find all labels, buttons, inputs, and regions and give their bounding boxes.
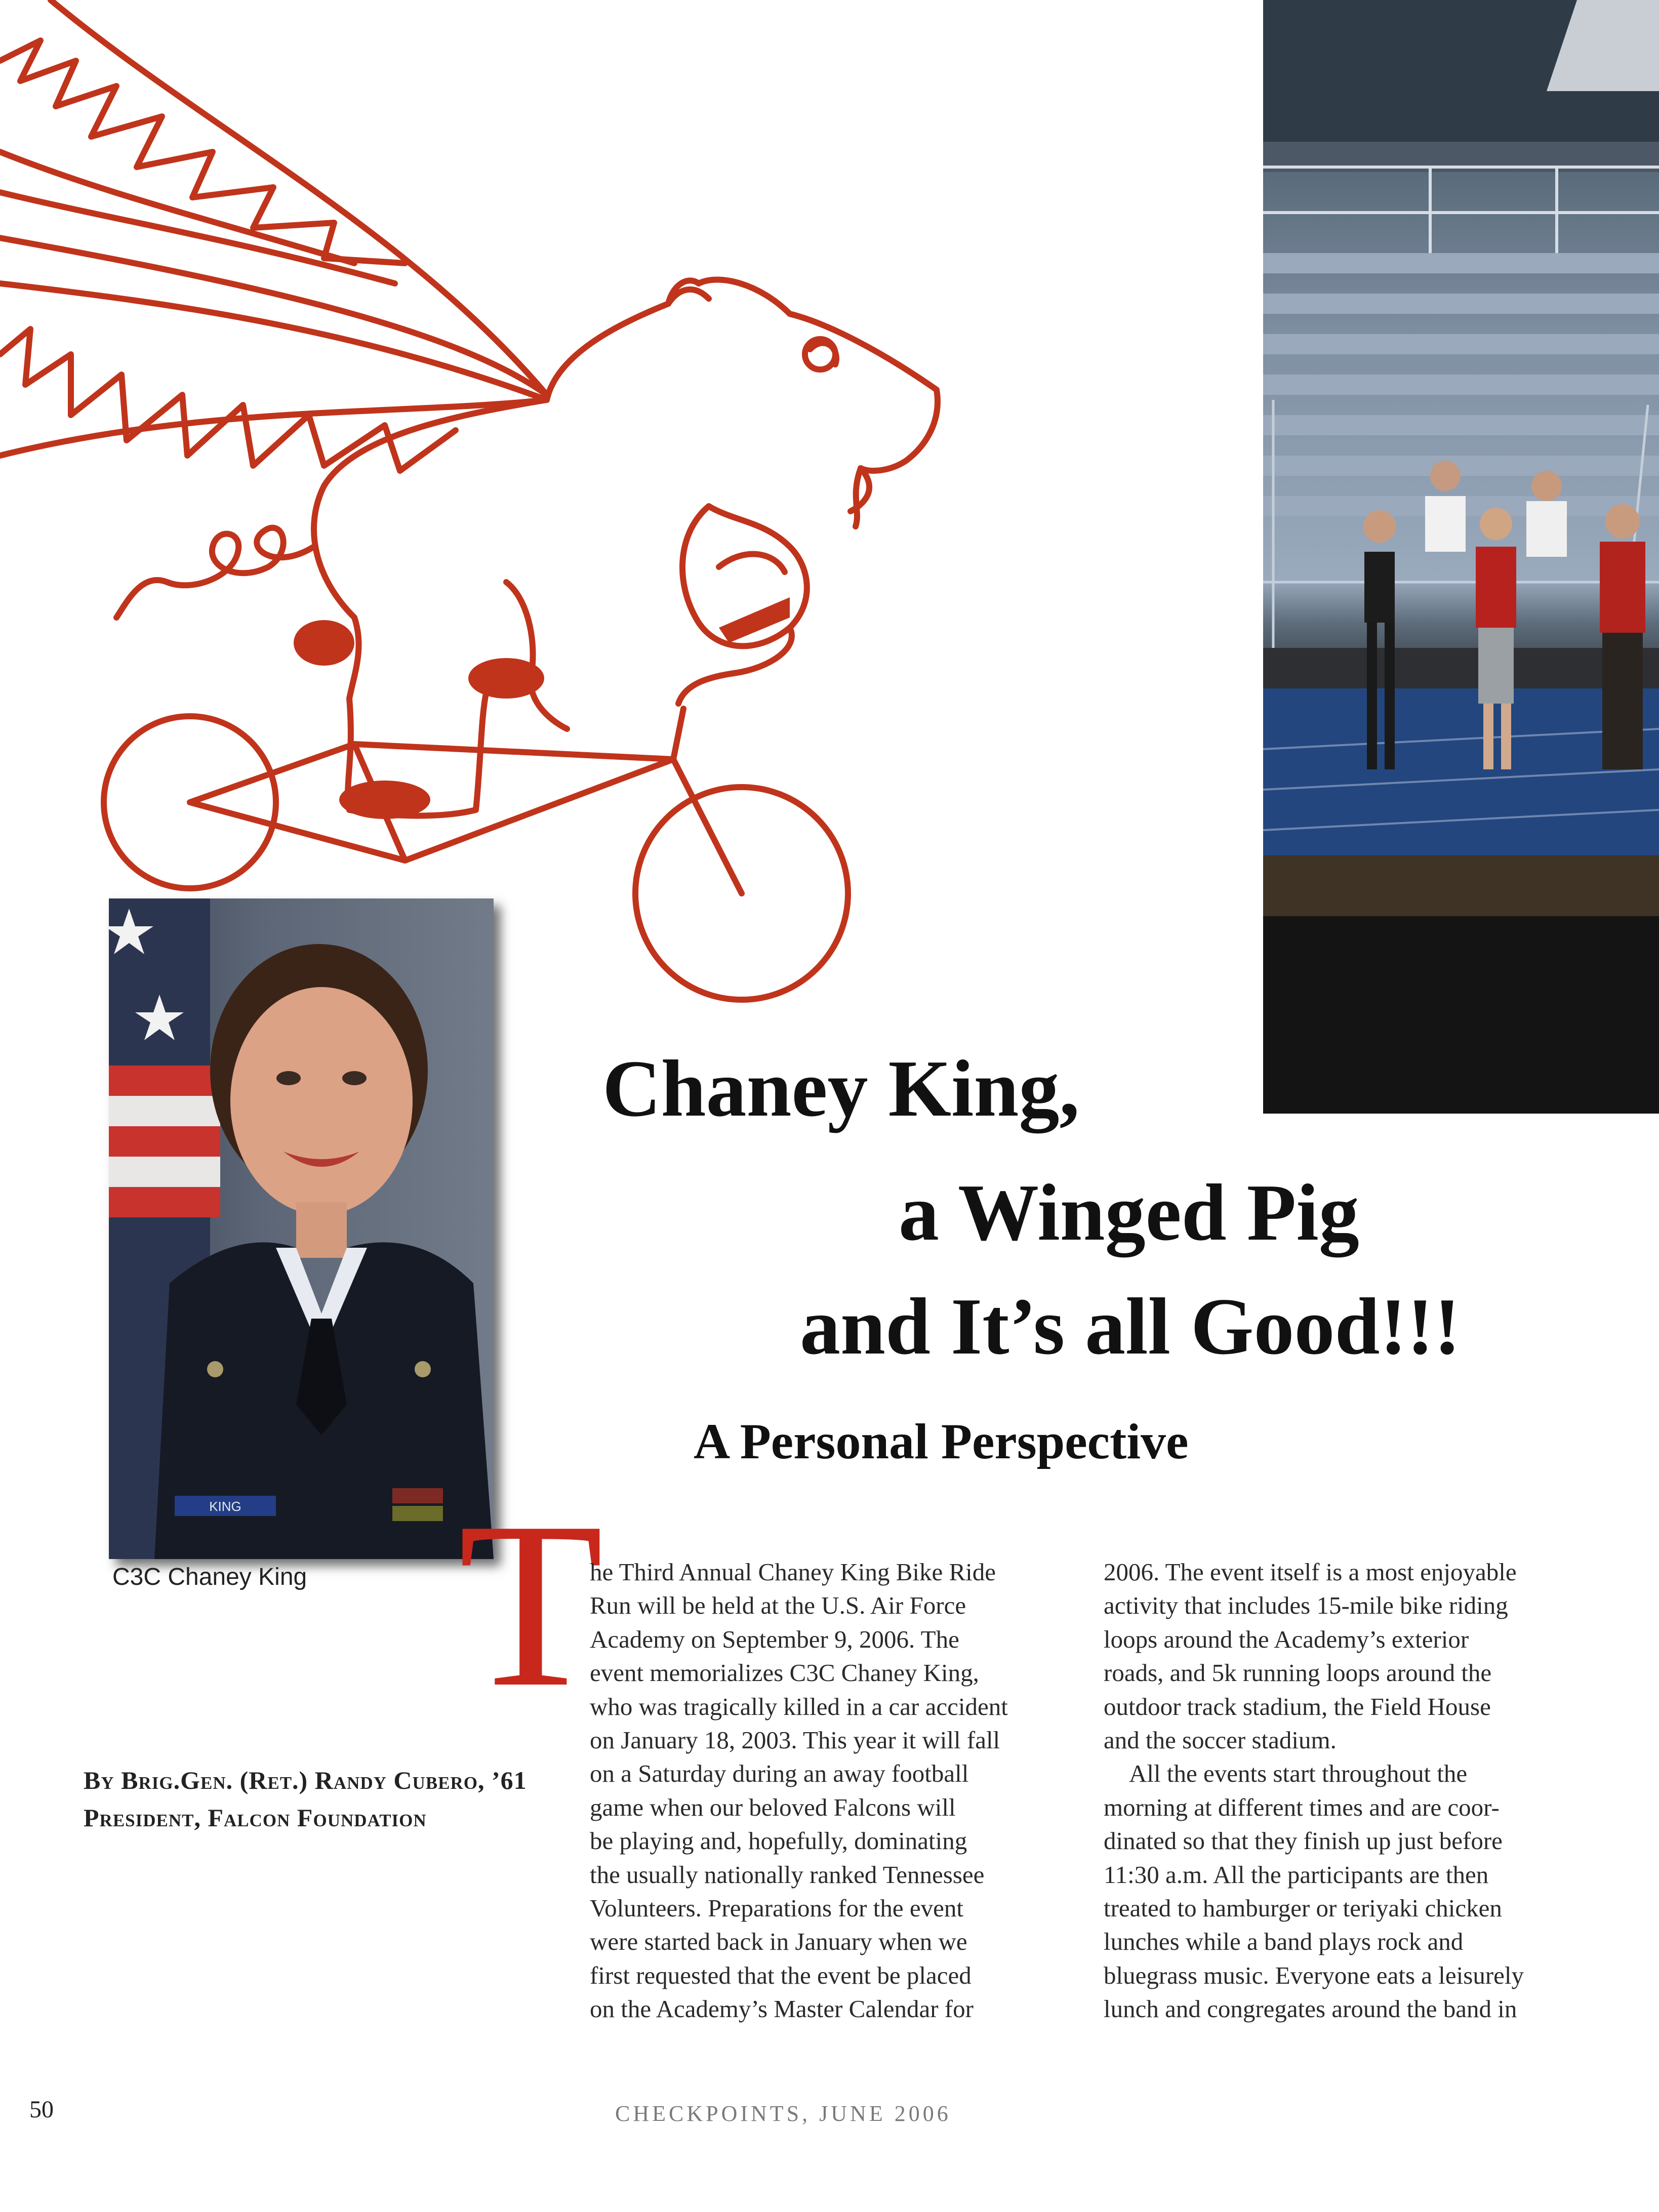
body-line: treated to hamburger or teriyaki chicken	[1104, 1894, 1502, 1922]
article-title-line-1: Chaney King,	[602, 1043, 1080, 1133]
body-line: Run will be held at the U.S. Air Force	[590, 1591, 966, 1620]
body-line: lunch and congregates around the band in	[1104, 1995, 1517, 2023]
body-line: first requested that the event be placed	[590, 1961, 972, 1989]
body-line: outdoor track stadium, the Field House	[1104, 1692, 1491, 1721]
article-title-line-2: a Winged Pig	[899, 1167, 1359, 1257]
bicycle-frame	[190, 709, 742, 893]
body-line: loops around the Academy’s exterior	[1104, 1625, 1469, 1653]
body-line: he Third Annual Chaney King Bike Ride	[590, 1558, 996, 1586]
body-line: and the soccer stadium.	[1104, 1726, 1337, 1754]
pig-ear	[294, 620, 354, 666]
portrait-caption: C3C Chaney King	[112, 1564, 307, 1590]
body-line: event memorializes C3C Chaney King,	[590, 1659, 979, 1687]
drop-cap: T	[458, 1472, 604, 1736]
name-tag: KING	[209, 1499, 241, 1514]
body-line: Volunteers. Preparations for the event	[590, 1894, 963, 1922]
article-subtitle: A Personal Perspective	[694, 1413, 1189, 1469]
body-line: lunches while a band plays rock and	[1104, 1928, 1464, 1956]
body-column-2	[1104, 1555, 1585, 2026]
pig-tail	[116, 528, 314, 618]
body-line: All the events start throughout the	[1129, 1759, 1468, 1788]
body-line: be playing and, hopefully, dominating	[590, 1827, 967, 1855]
body-line: on a Saturday during an away football	[590, 1759, 969, 1788]
body-line: were started back in January when we	[590, 1928, 967, 1956]
body-line: on January 18, 2003. This year it will fall	[590, 1726, 1000, 1754]
winged-pig-on-bicycle-illustration	[0, 0, 962, 1012]
article-title-line-3: and It’s all Good!!!	[800, 1281, 1461, 1371]
author-title: President, Falcon Foundation	[84, 1804, 427, 1832]
body-line: 2006. The event itself is a most enjoyable	[1104, 1558, 1517, 1586]
author-byline: By Brig.Gen. (Ret.) Randy Cubero, ’61	[84, 1766, 527, 1794]
body-line: game when our beloved Falcons will	[590, 1793, 956, 1821]
track-stadium-photo	[1263, 0, 1659, 1114]
body-line: morning at different times and are coor-	[1104, 1793, 1500, 1821]
body-line: dinated so that they finish up just before	[1104, 1827, 1503, 1855]
body-line: on the Academy’s Master Calendar for	[590, 1995, 974, 2023]
pig-body	[547, 280, 938, 527]
body-line: bluegrass music. Everyone eats a leisurely	[1104, 1961, 1524, 1989]
page-number: 50	[29, 2096, 54, 2123]
body-column-1	[590, 1555, 1045, 2026]
portrait-photo	[109, 898, 494, 1559]
body-line: 11:30 a.m. All the participants are then	[1104, 1860, 1489, 1889]
publication-footer: CHECKPOINTS, JUNE 2006	[615, 2101, 951, 2126]
body-line: who was tragically killed in a car accident	[590, 1692, 1008, 1721]
body-line: activity that includes 15-mile bike riding	[1104, 1591, 1508, 1620]
wing-upper	[0, 0, 547, 395]
wing-feathers-upper	[0, 40, 405, 263]
body-line: the usually nationally ranked Tennessee	[590, 1860, 985, 1889]
body-line: Academy on September 9, 2006. The	[590, 1625, 959, 1653]
body-line: roads, and 5k running loops around the	[1104, 1659, 1492, 1687]
